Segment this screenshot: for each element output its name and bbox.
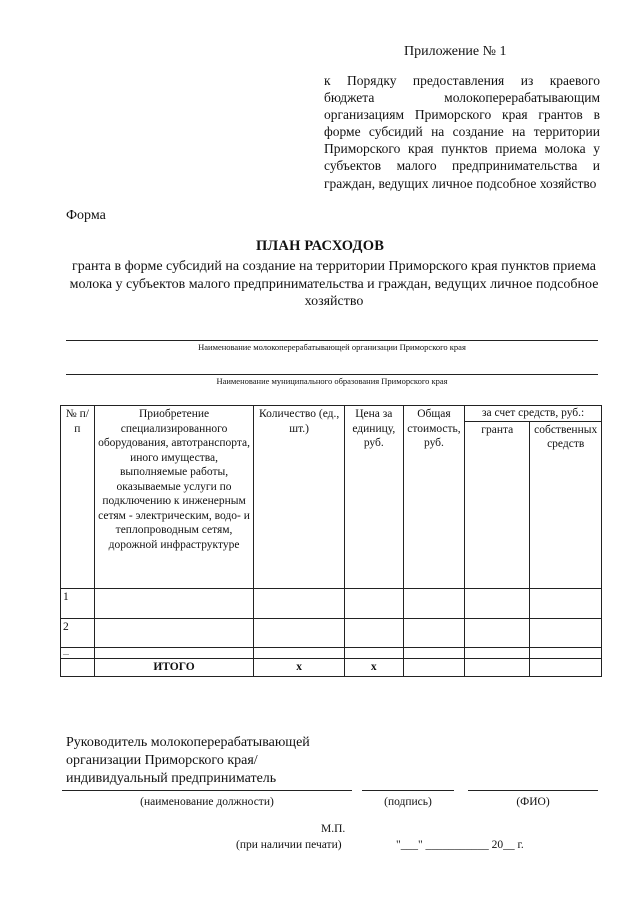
date-field: "___" ___________ 20__ г. [396,839,524,851]
signature-caption: (подпись) [384,796,432,808]
appendix-title: Приложение № 1 [404,44,507,59]
expense-table [60,405,602,677]
row-cell [530,659,602,677]
row-cell [254,589,344,619]
row-cell [530,619,602,648]
header-num: № п/п [61,406,95,589]
total-label: ИТОГО [94,659,254,677]
signature-line-2: организации Приморского края/ [66,753,258,768]
signature-block [66,734,310,788]
form-label: Форма [66,208,106,223]
total-row [61,659,602,677]
header-price: Цена за единицу, руб. [344,406,403,589]
appendix-text: к Порядку предоставления из краевого бюджета молокоперерабатывающим организациям Приморского края грантов в форме субсидий на создание на территории Приморского края пунктов приема молока у субъектов малого предпринимательства и граждан, ведущих личное подсобное хозяйство [324,73,600,191]
header-grant: гранта [465,421,530,589]
municipality-line [66,374,598,375]
position-caption: (наименование должности) [140,796,274,808]
row-cell [530,589,602,619]
row-cell [465,648,530,659]
header-quantity: Количество (ед., шт.) [254,406,344,589]
row-cell [344,589,403,619]
row-cell [254,619,344,648]
signature-line [362,790,454,791]
table-row [61,619,602,648]
organization-line [66,340,598,341]
plan-title: ПЛАН РАСХОДОВ [255,238,385,254]
header-item: Приобретение специализированного оборудования, автотранспорта, иного имущества, выполняемые работы, оказываемые услуги по подключению к инженерным сетям - электрическим, водо- и теплопроводным сетям, дорожной инфраструктуре [94,406,254,589]
row-cell [94,589,254,619]
total-quantity: х [254,659,344,677]
row-cell [344,619,403,648]
row-cell [530,648,602,659]
table-row [61,648,602,659]
organization-caption: Наименование молокоперерабатывающей организации Приморского края [198,342,466,352]
signature-line-3: индивидуальный предприниматель [66,771,277,786]
row-cell [94,648,254,659]
row-cell [465,659,530,677]
row-cell [94,619,254,648]
stamp-caption: (при наличии печати) [236,839,342,851]
name-line [468,790,598,791]
row-cell [254,648,344,659]
row-cell [465,589,530,619]
row-cell [344,648,403,659]
header-own: собственных средств [530,421,602,589]
row-num: ... [61,648,95,659]
name-caption: (ФИО) [516,796,550,808]
row-cell [403,619,464,648]
municipality-caption: Наименование муниципального образования Приморского края [216,376,448,386]
row-cell [403,589,464,619]
row-num: 2 [61,619,95,648]
total-price: х [344,659,403,677]
row-cell [403,648,464,659]
row-num: 1 [61,589,95,619]
header-funding: за счет средств, руб.: [465,406,602,422]
header-total: Общая стоимость, руб. [403,406,464,589]
plan-subtitle: гранта в форме субсидий на создание на территории Приморского края пунктов приема молока у субъектов малого предпринимательства и граждан, ведущих личное подсобное хозяйство [69,259,599,309]
signature-line-1: Руководитель молокоперерабатывающей [66,735,310,750]
stamp-label: М.П. [321,823,346,835]
row-cell [403,659,464,677]
row-cell [61,659,95,677]
table-row [61,589,602,619]
row-cell [465,619,530,648]
position-line [62,790,352,791]
